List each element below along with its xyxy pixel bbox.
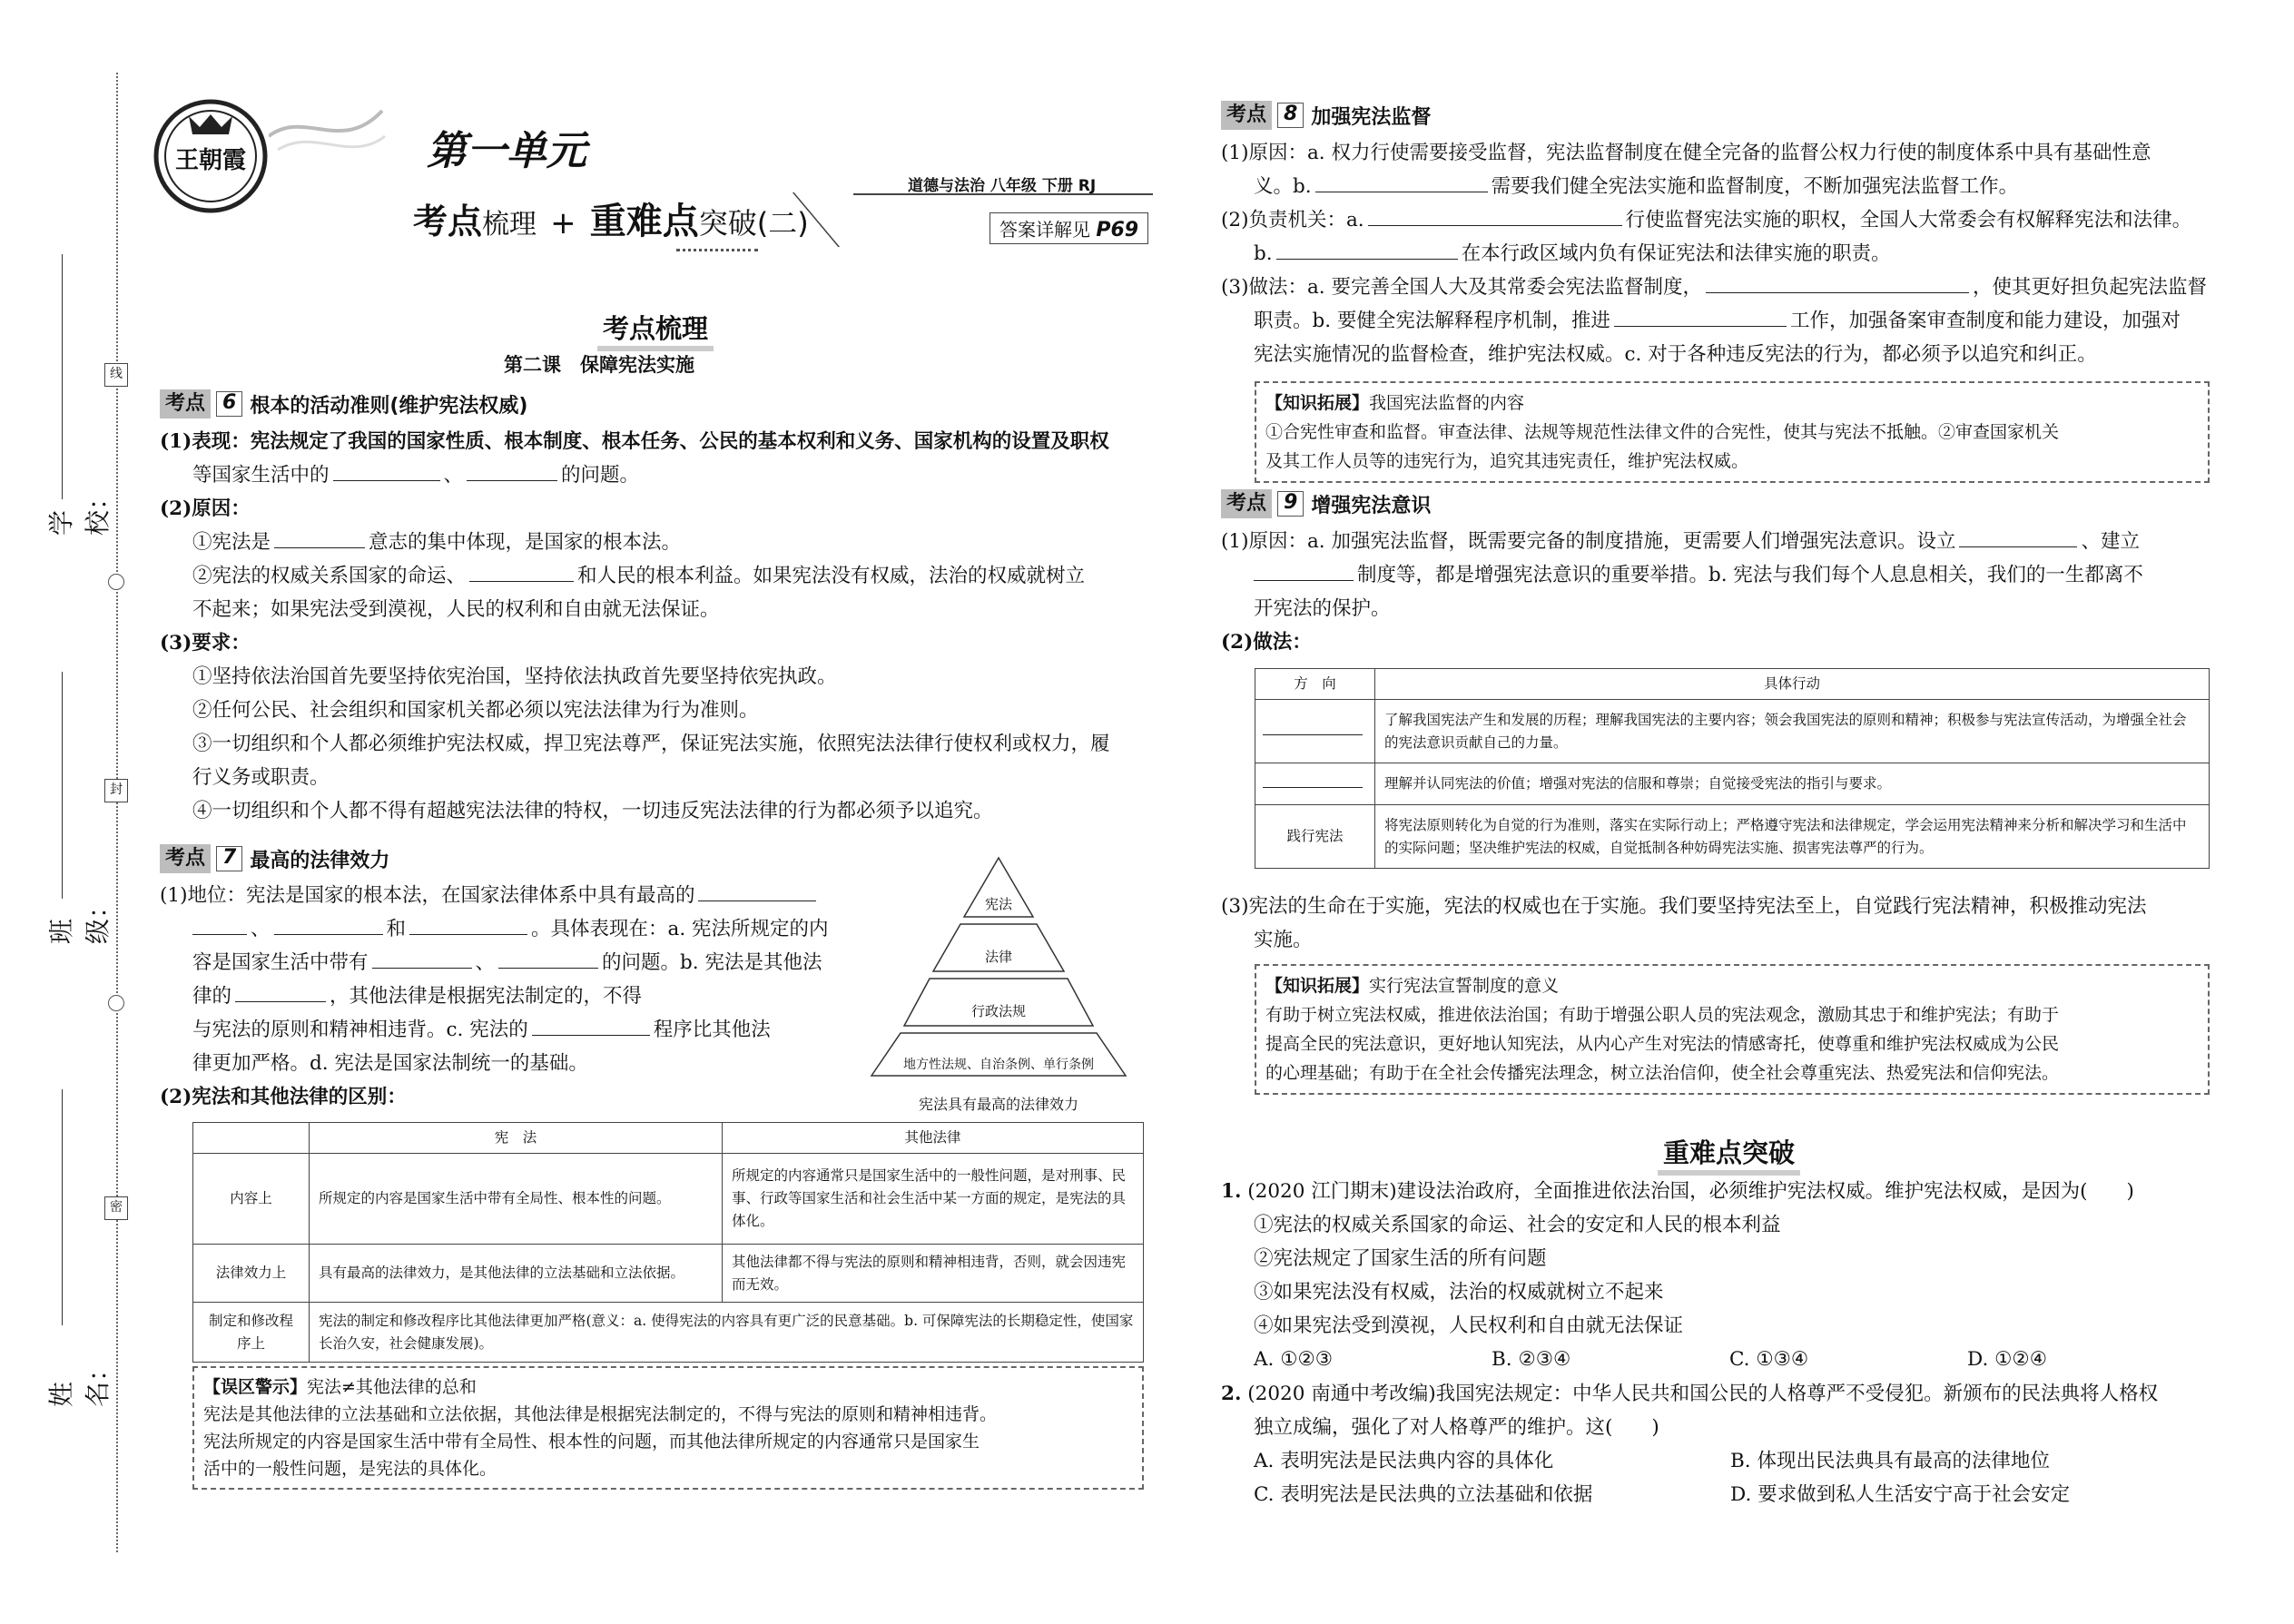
- question-1: 1. (2020 江门期末)建设法治政府，全面推进依法治国，必须维护宪法权威。维护宪法权威，是因为( ) ①宪法的权威关系国家的命运、社会的安定和人民的根本利益 ②宪法规定了国家生活的所有问题 ③如果宪法没有权威，法治的权威就树立不起来 ④如果宪法受到漠视，人民权利和自由就无法保证 A. ①②③ B. ②③④ C. ①③④ D. ①②④: [1221, 1175, 2247, 1376]
- pyramid-level-1: 宪法: [984, 896, 1012, 912]
- section-title-kaodian: 考点梳理: [597, 309, 714, 351]
- header-rule: [853, 193, 1153, 195]
- seal-mark-2: 封: [104, 779, 128, 802]
- choice-a[interactable]: A. 表明宪法是民法典内容的具体化: [1254, 1450, 1554, 1472]
- seal-mark-1: 线: [104, 363, 128, 387]
- binding-hole-1: [108, 574, 124, 590]
- class-field: 班级：: [34, 672, 89, 962]
- comparison-table: [192, 1122, 1144, 1363]
- choice-c[interactable]: C. ①③④: [1729, 1348, 1809, 1371]
- pyramid-level-2: 法律: [984, 949, 1012, 965]
- choice-a[interactable]: A. ①②③: [1254, 1348, 1334, 1371]
- misconception-box: 【误区警示】宪法≠其他法律的总和 宪法是其他法律的立法基础和立法依据，其他法律是根据宪法制定的，不得与宪法的原则和精神相违背。 宪法所规定的内容是国家生活中带有全局性、根本性的问题，而其他法律所规定的内容通常只是国家生 活中的一般性问题，是宪法的具体化。: [192, 1366, 1144, 1490]
- kaodian-9-body: (1)原因：a. 加强宪法监督，既需要完备的制度措施，更需要人们增强宪法意识。设立 、建立 制度等，都是增强宪法意识的重要举措。b. 宪法与我们每个人息息相关，我们的一生都离不 开宪法的保护。 (2)做法：: [1221, 525, 2247, 659]
- blank-line: [1263, 773, 1363, 788]
- subject-label: 道德与法治 八年级 下册 RJ: [908, 177, 1097, 195]
- logo: 王朝霞: [153, 98, 269, 214]
- table-row: 法律效力上 具有最高的法律效力，是其他法律的立法基础和立法依据。 其他法律都不得与宪法的原则和精神相违背，否则，就会因违宪而无效。: [193, 1245, 1144, 1303]
- pyramid-level-3: 行政法规: [970, 1003, 1026, 1019]
- pyramid-level-4: 地方性法规、自治条例、单行条例: [903, 1058, 1094, 1072]
- knowledge-box-2: 【知识拓展】实行宪法宣誓制度的意义 有助于树立宪法权威，推进依法治国；有助于增强公职人员的宪法观念，激励其忠于和维护宪法；有助于 提高全民的宪法意识，更好地认知宪法，从内心产生对宪法的情感寄托，使尊重和维护宪法权威成为公民 的心理基础；有助于在全社会传播宪法理念，树立法治信仰，使全社会尊重宪法、热爱宪法和信仰宪法。: [1255, 964, 2210, 1095]
- choice-c[interactable]: C. 表明宪法是民法典的立法基础和依据: [1254, 1483, 1593, 1506]
- choice-b[interactable]: B. ②③④: [1492, 1348, 1571, 1371]
- choice-d[interactable]: D. 要求做到私人生活安宁高于社会安定: [1730, 1483, 2071, 1506]
- kaodian-6-body: (1)表现：宪法规定了我国的国家性质、根本制度、根本任务、公民的基本权利和义务、国家机构的设置及职权 等国家生活中的 、 的问题。 (2)原因： ①宪法是 意志的集中体现，是国家的根本法。 ②宪法的权威关系国家的命运、 和人民的根本利益。如果宪法没有权威，法治的权威就树立 不起来；如果宪法受到漠视，人民的权利和自由就无法保证。 (3)要求： ①坚持依法治国首先要坚持依宪治国，坚持依法执政首先要坚持依宪执政。 ②任何公民、社会组织和国家机关都必须以宪法法律为行为准则。 ③一切组织和个人都必须维护宪法权威，捍卫宪法尊严，保证宪法实施，依照宪法法律行使权利或权力，履 行义务或职责。 ④一切组织和个人都不得有超越宪法法律的特权，一切违反宪法法律的行为都必须予以追究。: [160, 430, 1110, 822]
- table-row: 制定和修改程序上 宪法的制定和修改程序比其他法律更加严格(意义：a. 使得宪法的内容具有更广泛的民意基础。b. 可保障宪法的长期稳定性，使国家长治久安，社会健康发展)。: [193, 1303, 1144, 1363]
- kaodian-9-item3: (3)宪法的生命在于实施，宪法的权威也在于实施。我们要坚持宪法至上，自觉践行宪法精神，积极推动宪法 实施。: [1221, 895, 2147, 951]
- header-dots: [676, 249, 758, 258]
- binding-hole-2: [108, 995, 124, 1011]
- seal-mark-3: 密: [104, 1196, 128, 1220]
- kaodian-7-heading: 考点 7 最高的法律效力: [160, 843, 389, 874]
- table-header: 具体行动: [1375, 669, 2210, 700]
- kaodian-6-heading: 考点 6 根本的活动准则(维护宪法权威): [160, 389, 527, 419]
- kaodian-7-body: (1)地位：宪法是国家的根本法，在国家法律体系中具有最高的 、 和 。具体表现在：a. 宪法所规定的内 容是国家生活中带有 、 的问题。b. 宪法是其他法 律的 ，其他法律是根据宪法制定的，不得 与宪法的原则和精神相违背。c. 宪法的 程序比其他法 律更加严格。d. 宪法是国家法制统一的基础。 (2)宪法和其他法律的区别：: [160, 879, 850, 1114]
- table-row: 理解并认同宪法的价值；增强对宪法的信服和尊崇；自觉接受宪法的指引与要求。: [1255, 763, 2210, 805]
- kaodian-9-heading: 考点 9 增强宪法意识: [1221, 488, 1431, 519]
- lesson-title: 第二课 保障宪法实施: [504, 354, 694, 376]
- name-field: 姓名：: [34, 1089, 89, 1380]
- binding-line: [116, 73, 118, 1552]
- law-pyramid: [853, 853, 1144, 1089]
- ribbon-decoration: [269, 100, 387, 163]
- unit-title: 第一单元: [427, 128, 586, 174]
- pyramid-caption: 宪法具有最高的法律效力: [918, 1096, 1078, 1113]
- table-header: 方 向: [1255, 669, 1375, 700]
- kaodian-8-body: (1)原因：a. 权力行使需要接受监督，宪法监督制度在健全完备的监督公权力行使的制度体系中具有基础性意 义。b. 需要我们健全宪法实施和监督制度，不断加强宪法监督工作。 (2)负责机关：a. 行使监督宪法实施的职权，全国人大常委会有权解释宪法和法律。 b. 在本行政区域内负有保证宪法和法律实施的职责。 (3)做法：a. 要完善全国人大及其常委会宪法监督制度， ，使其更好担负起宪法监督 职责。b. 要健全宪法解释程序机制，推进 工作，加强备案审查制度和能力建设，加强对 宪法实施情况的监督检查，维护宪法权威。c. 对于各种违反宪法的行为，都必须予以追究和纠正。: [1221, 142, 2207, 366]
- blank-line: [1263, 721, 1363, 735]
- page-title: 考点梳理 + 重难点突破(二): [413, 201, 809, 242]
- action-table: [1255, 668, 2210, 869]
- table-header: [193, 1123, 310, 1154]
- question-2: 2. (2020 南通中考改编)我国宪法规定：中华人民共和国公民的人格尊严不受侵犯。新颁布的民法典将人格权 独立成编，强化了对人格尊严的维护。这( ) A. 表明宪法是民法典内容的具体化 B. 体现出民法典具有最高的法律地位 C. 表明宪法是民法典的立法基础和依据 D. 要求做到私人生活安宁高于社会安定: [1221, 1377, 2247, 1511]
- knowledge-box-1: 【知识拓展】我国宪法监督的内容 ①合宪性审查和监督。审查法律、法规等规范性法律文件的合宪性，使其与宪法不抵触。②审查国家机关 及其工作人员等的违宪行为，追究其违宪责任，维护宪法权威。: [1255, 381, 2210, 483]
- choice-d[interactable]: D. ①②④: [1967, 1348, 2047, 1371]
- table-header: 其他法律: [723, 1123, 1144, 1154]
- table-header: 宪 法: [310, 1123, 723, 1154]
- table-row: 践行宪法 将宪法原则转化为自觉的行为准则，落实在实际行动上；严格遵守宪法和法律规定，学会运用宪法精神来分析和解决学习和生活中的实际问题；坚决维护宪法的权威，自觉抵制各种妨碍宪法实施、损害宪法尊严的行为。: [1255, 805, 2210, 869]
- school-field: 学校：: [34, 254, 89, 554]
- table-row: 内容上 所规定的内容是国家生活中带有全局性、根本性的问题。 所规定的内容通常只是国家生活中的一般性问题，是对刑事、民事、行政等国家生活和社会生活中某一方面的规定，是宪法的具体化。: [193, 1154, 1144, 1245]
- kaodian-8-heading: 考点 8 加强宪法监督: [1221, 100, 1431, 131]
- section-title-zhongnandian: 重难点突破: [1658, 1133, 1800, 1176]
- table-row: 了解我国宪法产生和发展的历程；理解我国宪法的主要内容；领会我国宪法的原则和精神；积极参与宪法宣传活动，为增强全社会的宪法意识贡献自己的力量。: [1255, 700, 2210, 763]
- answer-ref: 答案详解见 P69: [989, 212, 1148, 244]
- choice-b[interactable]: B. 体现出民法典具有最高的法律地位: [1730, 1450, 2050, 1472]
